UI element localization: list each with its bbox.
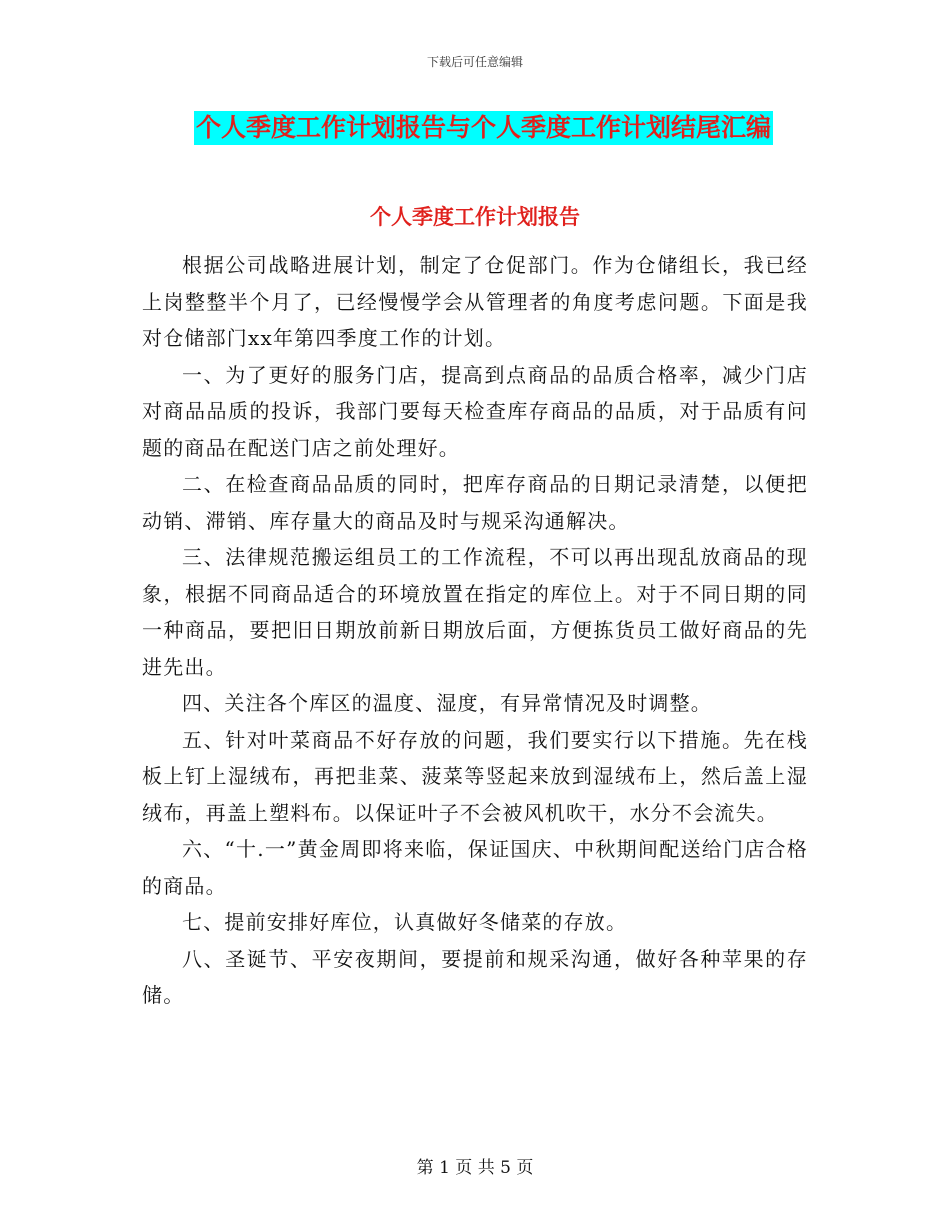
section-title: 个人季度工作计划报告 [370, 205, 580, 229]
paragraph-item-5: 五、针对叶菜商品不好存放的问题，我们要实行以下措施。先在栈板上钉上湿绒布，再把韭菜、菠菜等竖起来放到湿绒布上，然后盖上湿绒布，再盖上塑料布。以保证叶子不会被风机吹干，水分不会流失。 [142, 727, 808, 825]
page-footer: 第 1 页 共 5 页 [416, 1158, 534, 1178]
paragraph-item-4: 四、关注各个库区的温度、湿度，有异常情况及时调整。 [182, 691, 712, 715]
header-note: 下载后可任意编辑 [426, 55, 523, 69]
paragraph-item-2: 二、在检查商品品质的同时，把库存商品的日期记录清楚，以便把动销、滞销、库存量大的商品及时与规采沟通解决。 [142, 472, 808, 533]
main-title: 个人季度工作计划报告与个人季度工作计划结尾汇编 [194, 111, 773, 145]
paragraph-item-6: 六、“十.一”黄金周即将来临，保证国庆、中秋期间配送给门店合格的商品。 [142, 837, 808, 898]
paragraph-item-3: 三、法律规范搬运组员工的工作流程，不可以再出现乱放商品的现象，根据不同商品适合的环境放置在指定的库位上。对于不同日期的同一种商品，要把旧日期放前新日期放后面，方便拣货员工做好商品的先进先出。 [142, 545, 808, 679]
body-text [142, 247, 808, 1014]
paragraph-item-1: 一、为了更好的服务门店，提高到点商品的品质合格率，减少门店对商品品质的投诉，我部门要每天检查库存商品的品质，对于品质有问题的商品在配送门店之前处理好。 [142, 362, 808, 460]
paragraph-intro: 根据公司战略进展计划，制定了仓促部门。作为仓储组长，我已经上岗整整半个月了，已经慢慢学会从管理者的角度考虑问题。下面是我对仓储部门xx年第四季度工作的计划。 [142, 253, 808, 350]
paragraph-item-8: 八、圣诞节、平安夜期间，要提前和规采沟通，做好各种苹果的存储。 [142, 946, 808, 1007]
paragraph-item-7: 七、提前安排好库位，认真做好冬储菜的存放。 [182, 910, 628, 934]
